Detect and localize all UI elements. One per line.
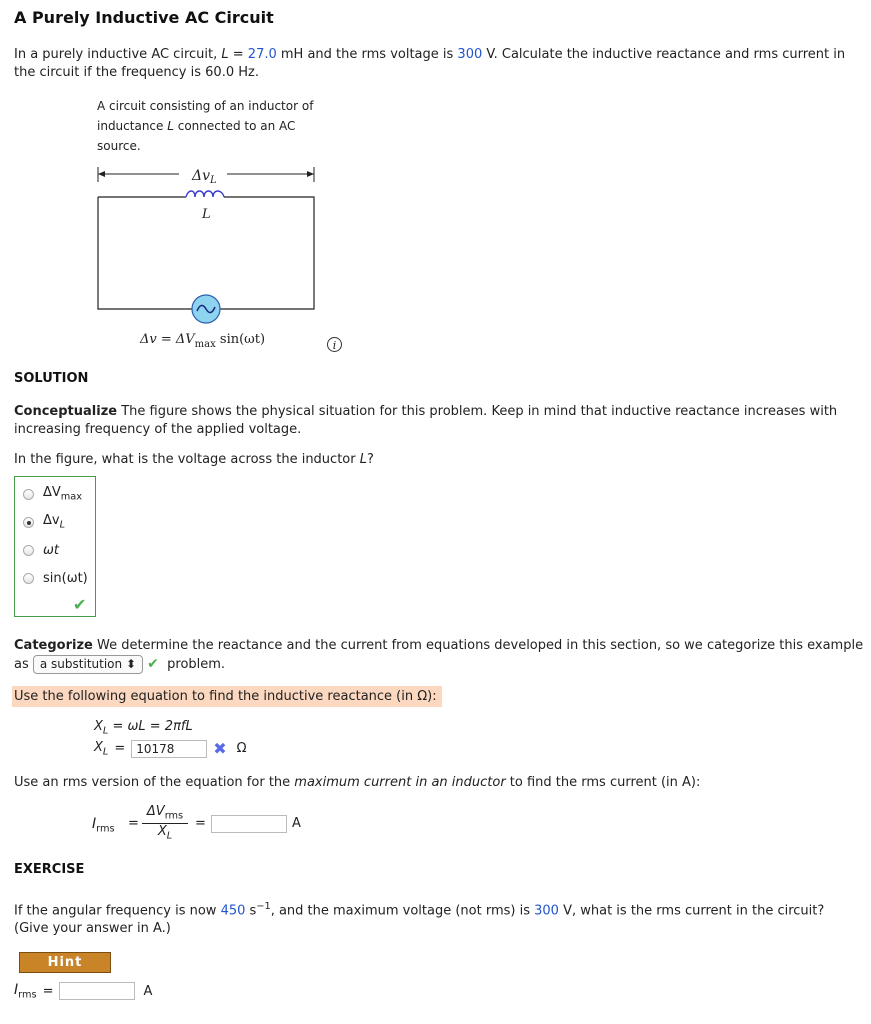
page-title: A Purely Inductive AC Circuit: [14, 8, 274, 27]
amp-unit: A: [292, 816, 301, 831]
inductance-value: 27.0: [247, 47, 277, 62]
ohm-unit: Ω: [236, 741, 247, 756]
voltage-drop-label: Δv: [192, 168, 211, 184]
solution-heading: SOLUTION: [14, 371, 89, 386]
problem-statement: In a purely inductive AC circuit, L = 27.0 mH and the rms voltage is 300 V. Calculate the inductive reactance and rms current in the circuit if the frequency is 60.0 Hz.: [14, 47, 846, 80]
radio-button[interactable]: [23, 489, 34, 500]
inductor-coil: [186, 191, 224, 197]
vmax-value: 300: [534, 903, 559, 919]
svg-text:ΔvL: $\Delta v_L$: [192, 168, 217, 186]
x-icon: ✖: [213, 739, 227, 758]
rms-prompt: Use an rms version of the equation for the maximum current in an inductor to find the rms current (in A):: [14, 775, 701, 790]
exercise-text: If the angular frequency is now 450 $s^{-1}$, and the maximum voltage (not rms) is 300 V, what is the rms current in the circuit? (Give your answer in A.): [14, 901, 825, 937]
answer-options: [14, 476, 96, 617]
reactance-answer-row: $X_L$ = 10178 ✖ Ω: [94, 739, 247, 758]
option-sin-omega-t[interactable]: sin(ωt): [23, 569, 88, 587]
check-icon: ✔: [147, 656, 159, 672]
info-icon[interactable]: i: [327, 337, 342, 352]
radio-button[interactable]: [23, 545, 34, 556]
categorize-text: Categorize We determine the reactance and the current from equations developed in this section, so we categorize this example as a substitution ⬍ ✔ problem.: [14, 638, 864, 672]
omega-value: 450: [220, 903, 246, 919]
voltage-value: 300: [457, 47, 483, 62]
rms-current-equation: $I_{rms}$ = $\Delta V_{rms}$ $X_L$ = A: [92, 804, 301, 842]
exercise-heading: EXERCISE: [14, 862, 85, 877]
amp-unit: A: [143, 983, 153, 999]
radio-button-selected[interactable]: [23, 517, 34, 528]
inductor-label: L: [202, 207, 211, 222]
option-dvl[interactable]: $\Delta v_L$: [23, 513, 65, 531]
svg-text:Δv = ΔVmax sin(ωt): $\Delta v = \Delta V_{max}$ sin(ωt): [140, 332, 266, 350]
hint-button[interactable]: Hint: [19, 952, 111, 973]
figure-caption: A circuit consisting of an inductor of inductance L connected to an AC source.: [97, 99, 314, 153]
circuit-diagram: [92, 160, 332, 350]
source-equation: Δv = ΔV: [140, 332, 195, 347]
problem-type-select[interactable]: a substitution ⬍: [33, 655, 143, 674]
exercise-current-input[interactable]: [59, 982, 135, 1000]
reactance-prompt: Use the following equation to find the inductive reactance (in Ω):: [12, 686, 442, 707]
conceptualize-text: Conceptualize The figure shows the physical situation for this problem. Keep in mind that inductive reactance increases with increasing frequency of the applied voltage.: [14, 404, 838, 437]
reactance-formula: $X_L = \omega L = 2\pi fL$: [94, 719, 193, 737]
option-dvmax[interactable]: $\Delta V_{max}$: [23, 485, 82, 503]
reactance-input[interactable]: 10178: [131, 740, 207, 758]
check-icon: ✔: [73, 595, 87, 614]
inductor-voltage-question: In the figure, what is the voltage across the inductor L?: [14, 452, 374, 467]
radio-button[interactable]: [23, 573, 34, 584]
rms-current-input[interactable]: [211, 815, 287, 833]
exercise-answer-row: $I_{rms}$ = A: [14, 982, 153, 1001]
option-omega-t[interactable]: ωt: [23, 541, 59, 559]
